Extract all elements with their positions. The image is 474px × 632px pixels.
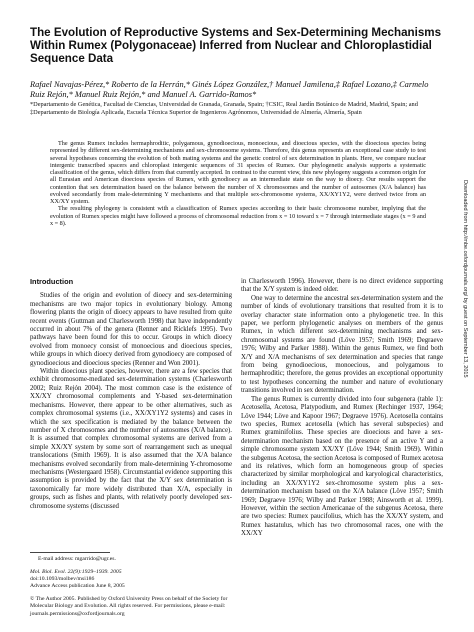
section-heading-introduction: Introduction [30,277,74,286]
left-column [30,278,232,511]
advance-access: Advance Access publication June 8, 2005 [30,583,125,590]
footnotes [30,552,232,618]
body-paragraph: One way to determine the ancestral sex-determination system and the number of kinds of evolutionary transitions that resulted from it is to overlay character state information onto a phylogenetic tree. In this paper, we perform phylogenetic analyses on members of the genus Rumex, in which different sex-determining mechanisms and sex-chromosomal systems are found (Löve 1957; Smith 1969; Degraeve 1976; Wilby and Parker 1988). Within the genus Rumex, we find both X/Y and X/A mechanisms of sex determination and species that range from being gynodioecious, monoecious, and polygamous to hermaphroditic; therefore, the genus provides an exceptional opportunity to test hypotheses concerning the number and nature of evolutionary transitions involved in sex determination. [241,294,443,395]
journal-citation: Mol. Biol. Evol. 22(9):1929–1939. 2005 [30,569,122,576]
download-watermark [458,180,470,480]
download-note: Downloaded from http://mbe.oxfordjournals.org/ by guest on September 13, 2015 [462,180,468,378]
footnote-rule [30,552,110,553]
body-paragraph: in Charlesworth 1996). However, there is no direct evidence supporting that the X/Y system is indeed older. [241,278,443,294]
article-title: The Evolution of Reproductive Systems and Sex-Determining Mechanisms Within Rumex (Polygonaceae) Inferred from Nuclear and Chloroplastidial Sequence Data [30,26,442,66]
body-paragraph: Within dioecious plant species, however, there are a few species that exhibit chromosome-mediated sex-determination systems (Charlesworth 2002; Ruiz Rejón 2004). The most common case is the existence of XX/XY chromosomal complements and Y-based sex-determination mechanisms. However, there appear to be other alternatives, such as complex chromosomal systems (i.e., XX/XY1Y2 systems) and cases in which the sex specification is mediated by the balance between the number of X chromosomes and the number of autosomes (X/A balance). It is assumed that complex chromosomal systems are derived from a simple XX/XY system by some sort of rearrangement such as unequal translocations (Smith 1969). It is also assumed that the X/A balance mechanisms evolved secondarily from male-determining Y-chromosome mechanisms (Westergaard 1958). Circumstantial evidence supporting this assumption is provided by the fact that the X/Y sex determination is taxonomically far more widely distributed than X/A, especially in groups, such as fishes and plants, with relatively poorly developed sex-chromosome systems (discussed [30,368,232,510]
abstract-paragraph: The resulting phylogeny is consistent with a classification of Rumex species according to their basic chromosome number, implying that the evolution of Rumex species might have followed a process of chromosomal reduction from x = 10 toward x = 7 through intermediate stages (x = 9 and x = 8). [50,205,426,227]
corresponding-email: E-mail address: mgarrido@ugr.es. [38,556,116,562]
body-paragraph: The genus Rumex is currently divided into four subgenera (table 1): Acetosella, Acetosa, Platypodium, and Rumex (Rechinger 1937, 1964; Löve 1944; Löve and Kapoor 1967; Degraeve 1976). Acetosella contains two species, Rumex acetosella (which has several subspecies) and Rumex graminifolius. These species are dioecious and have a sex-determination mechanism based on the presence of an active Y and a simple chromosome system XX/XY (Löve 1944; Smith 1969). Within the subgenus Acetosa, the section Acetosa is composed of Rumex acetosa and its relatives, which form an homogeneous group of species characterized by similar morphological and karyological characteristics, including an XX/XY1Y2 sex-chromosome system plus a sex-determination mechanism based on the X/A balance (Löve 1957; Smith 1969; Degraeve 1976; Wilby and Parker 1988; Ainsworth et al. 1999). However, within the section Americanae of the subgenus Acetosa, there are two species: Rumex paucifolius, which has the XX/XY system, and Rumex hastatulus, which has two chromosomal races, one with the XX/XY [241,395,443,538]
author-list: Rafael Navajas-Pérez,* Roberto de la Herrán,* Ginés López González,† Manuel Jamilena,‡ Rafael Lozano,‡ Carmelo Ruiz Rejón,* Manuel Ruiz Rejón,* and Manuel A. Garrido-Ramos* [30,80,429,100]
abstract [50,140,426,227]
abstract-paragraph: The genus Rumex includes hermaphroditic, polygamous, gynodioecious, monoecious, and dioecious species, with the dioecious species being represented by different sex-determining mechanisms and sex-chromosome systems. Therefore, this genus represents an exceptional case study to test several hypotheses concerning the evolution of both mating systems and the genetic control of sex determination in plants. Here, we compare nuclear intergenic transcribed spacers and chloroplast intergenic sequences of 31 species of Rumex. Our phylogenetic analysis supports a systematic classification of the genus, which differs from that currently accepted. In contrast to the current view, this new phylogeny suggests a common origin for all Eurasian and American dioecious species of Rumex, with gynodioecy as an intermediate state on the way to dioecy. Our results support the contention that sex determination based on the balance between the number of X chromosomes and the number of autosomes (X/A balance) has evolved secondarily from male-determining Y mechanisms and that multiple sex-chromosome systems, XX/XY1Y2, were derived twice from an XX/XY system. [50,140,426,205]
doi: doi:10.1093/molbev/msi186 [30,576,95,583]
copyright-notice: © The Author 2005. Published by Oxford University Press on behalf of the Society for Molecular Biology and Evolution. All rights reserved. For permissions, please e-mail: journals.permissions@oxfordjournals.org [30,596,228,617]
body-paragraph: Studies of the origin and evolution of dioecy and sex-determining mechanisms are two major topics in evolutionary biology. Among flowering plants the origin of dioecy appears to have resulted from quite recent events (Guttman and Charlesworth 1998) that have independently occurred in about 7% of the genera (Renner and Ricklefs 1995). Two pathways have been found for this to occur. Groups in which dioecy evolved from monoecy consist of monoecious and dioecious species, while groups in which dioecy derived from gynodioecy are composed of gynodioecious and dioecious species (Renner and Won 2001). [30,292,232,367]
right-column [241,278,443,539]
affiliations: *Departamento de Genética, Facultad de Ciencias, Universidad de Granada, Granada, Spain; †CSIC, Real Jardín Botánico de Madrid, Madrid, Spain; and ‡Departamento de Biología Aplicada, Escuela Técnica Superior de Ingenieros Agrónomos, Universidad de Almería, Almería, Spain [30,101,418,116]
